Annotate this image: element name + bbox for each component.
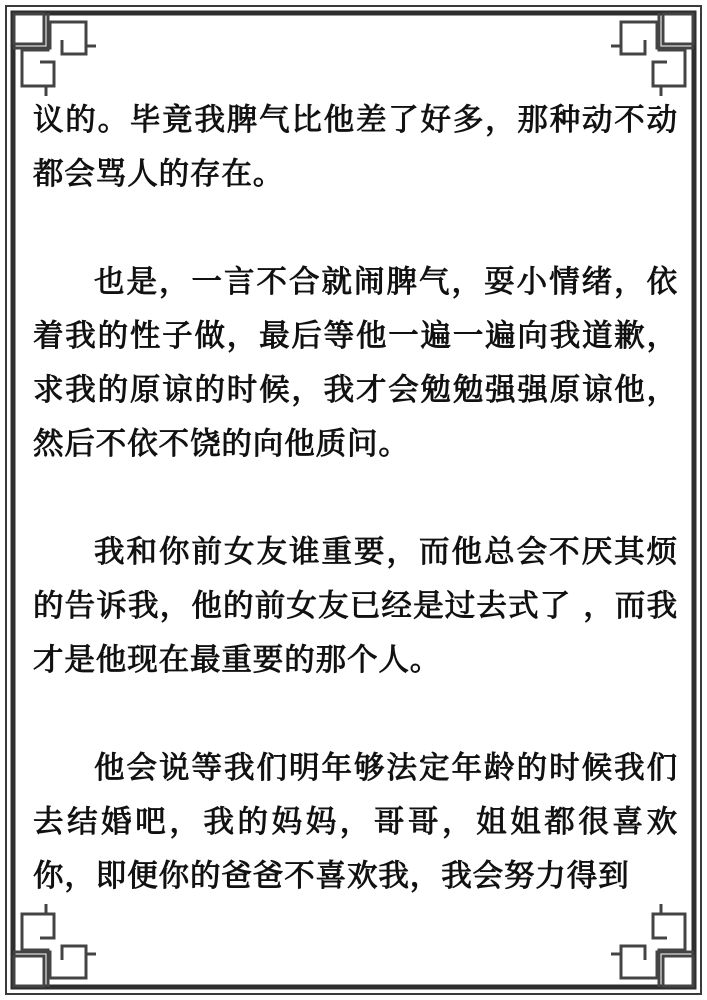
paragraph-4: 他会说等我们明年够法定年龄的时候我们去结婚吧，我的妈妈，哥哥，姐姐都很喜欢你，即便你的爸爸不喜欢我，我会努力得到 [33, 750, 678, 894]
body-text [33, 93, 678, 903]
corner-ornament-bottom-left [13, 904, 96, 987]
paragraph-3: 我和你前女友谁重要，而他总会不厌其烦的告诉我，他的前女友已经是过去式了 ，而我才是他现在最重要的那个人。 [33, 534, 678, 678]
corner-ornament-bottom-right [611, 904, 694, 987]
paragraph-1: 议的。毕竟我脾气比他差了好多，那种动不动都会骂人的存在。 [33, 102, 678, 192]
corner-ornament-top-right [611, 13, 694, 96]
paragraph-2: 也是，一言不合就闹脾气，耍小情绪，依着我的性子做，最后等他一遍一遍向我道歉，求我的原谅的时候，我才会勉勉强强原谅他，然后不依不饶的向他质问。 [33, 264, 678, 462]
corner-ornament-top-left [13, 13, 96, 96]
